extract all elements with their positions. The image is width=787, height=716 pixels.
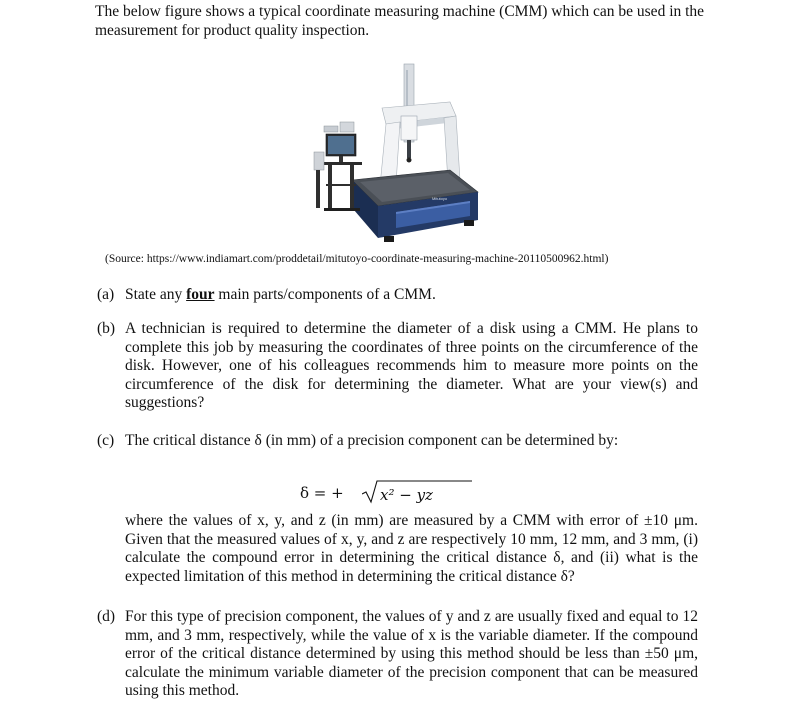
question-a-emphasis: four [186, 286, 215, 303]
question-b-text: A technician is required to determine the diameter of a disk using a CMM. He plans to complete this job by measuring the coordinates of three points on the circumference of the disk. However, one of his colleagues recommends him to measure more points on the circumference of the disk for determining the diameter. What are your view(s) and suggestions? [125, 320, 698, 411]
figure-source-caption: (Source: https://www.indiamart.com/proddetail/mitutoyo-coordinate-measuring-machine-20110500962.html) [105, 253, 609, 265]
question-d-label: (d) [97, 608, 116, 625]
question-c-body: where the values of x, y, and z (in mm) are measured by a CMM with error of ±10 μm. Given that the measured values of x, y, and z are respectively 10 mm, 12 mm, and 3 mm, (i) calculate the compound error in determining the critical distance δ, and (ii) what is the expected limitation of this method in determining the critical distance δ? [125, 512, 698, 585]
critical-distance-formula [300, 480, 500, 506]
question-c-lead: The critical distance δ (in mm) of a precision component can be determined by: [125, 432, 619, 449]
question-a-after: main parts/components of a CMM. [214, 286, 436, 303]
question-a-label: (a) [97, 286, 115, 303]
formula-lhs: δ = + [300, 484, 344, 502]
intro-paragraph: The below figure shows a typical coordinate measuring machine (CMM) which can be used in the measurement for product quality inspection. [95, 3, 705, 39]
question-a-before: State any [125, 286, 187, 303]
question-c-label: (c) [97, 432, 115, 449]
question-d-text: For this type of precision component, the values of y and z are usually fixed and equal to 12 mm, and 3 mm, respectively, while the value of x is the variable diameter. If the compound error of the critical distance determined by using this method should be less than ±50 μm, calculate the minimum variable diameter of the precision component that can be measured using this method. [125, 608, 698, 699]
question-a-text [125, 286, 698, 305]
formula-radicand: x² − yz [380, 486, 433, 504]
question-b-label: (b) [97, 320, 116, 337]
cmm-machine-drawing [300, 60, 480, 250]
cmm-machine-image [300, 60, 480, 250]
brand-label: Mitutoyo [432, 196, 448, 201]
